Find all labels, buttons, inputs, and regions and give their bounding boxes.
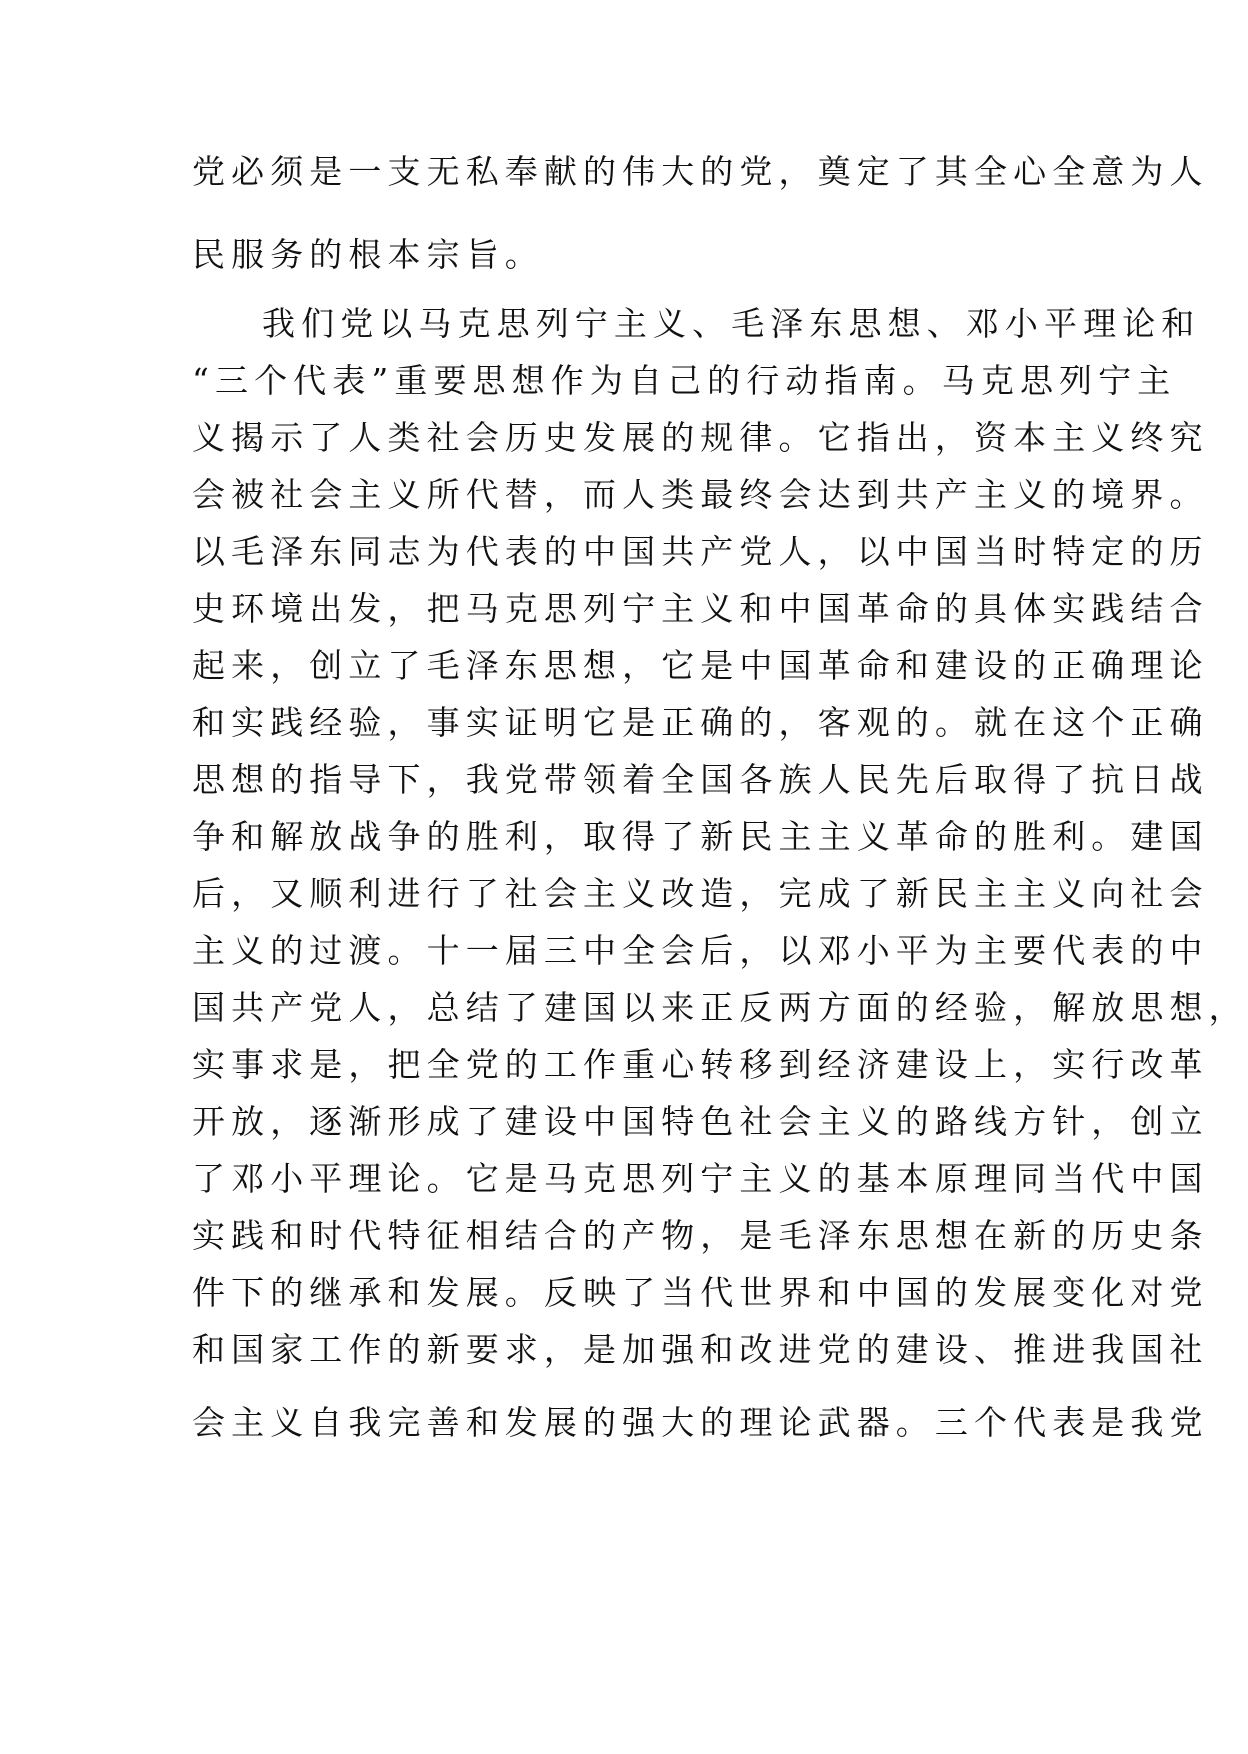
- text-line: 民服务的根本宗旨。: [192, 235, 544, 274]
- text-line: 国共产党人，总结了建国以来正反两方面的经验，解放思想，: [192, 988, 1248, 1027]
- text-line: 件下的继承和发展。反映了当代世界和中国的发展变化对党: [192, 1273, 1209, 1312]
- text-line: 开放，逐渐形成了建设中国特色社会主义的路线方针，创立: [192, 1102, 1209, 1141]
- text-line: 和实践经验，事实证明它是正确的，客观的。就在这个正确: [192, 703, 1209, 742]
- text-line: 以毛泽东同志为代表的中国共产党人，以中国当时特定的历: [192, 532, 1209, 571]
- text-line: 后，又顺利进行了社会主义改造，完成了新民主主义向社会: [192, 874, 1209, 913]
- paragraph-first-line: 我们党以马克思列宁主义、毛泽东思想、邓小平理论和: [262, 304, 1201, 343]
- text-line: 会主义自我完善和发展的强大的理论武器。三个代表是我党: [192, 1403, 1209, 1442]
- text-line: 起来，创立了毛泽东思想，它是中国革命和建设的正确理论: [192, 646, 1209, 685]
- text-line: 党必须是一支无私奉献的伟大的党，奠定了其全心全意为人: [192, 152, 1209, 191]
- text-line: 实践和时代特征相结合的产物，是毛泽东思想在新的历史条: [192, 1216, 1209, 1255]
- text-line: 实事求是，把全党的工作重心转移到经济建设上，实行改革: [192, 1045, 1209, 1084]
- text-line: 会被社会主义所代替，而人类最终会达到共产主义的境界。: [192, 475, 1209, 514]
- text-line: 史环境出发，把马克思列宁主义和中国革命的具体实践结合: [192, 589, 1209, 628]
- text-line: 了邓小平理论。它是马克思列宁主义的基本原理同当代中国: [192, 1159, 1209, 1198]
- text-line: “三个代表”重要思想作为自己的行动指南。马克思列宁主: [192, 361, 1177, 400]
- text-line: 主义的过渡。十一届三中全会后，以邓小平为主要代表的中: [192, 931, 1209, 970]
- text-line: 思想的指导下，我党带领着全国各族人民先后取得了抗日战: [192, 760, 1209, 799]
- text-line: 和国家工作的新要求，是加强和改进党的建设、推进我国社: [192, 1330, 1209, 1369]
- text-line: 义揭示了人类社会历史发展的规律。它指出，资本主义终究: [192, 418, 1209, 457]
- text-line: 争和解放战争的胜利，取得了新民主主义革命的胜利。建国: [192, 817, 1209, 856]
